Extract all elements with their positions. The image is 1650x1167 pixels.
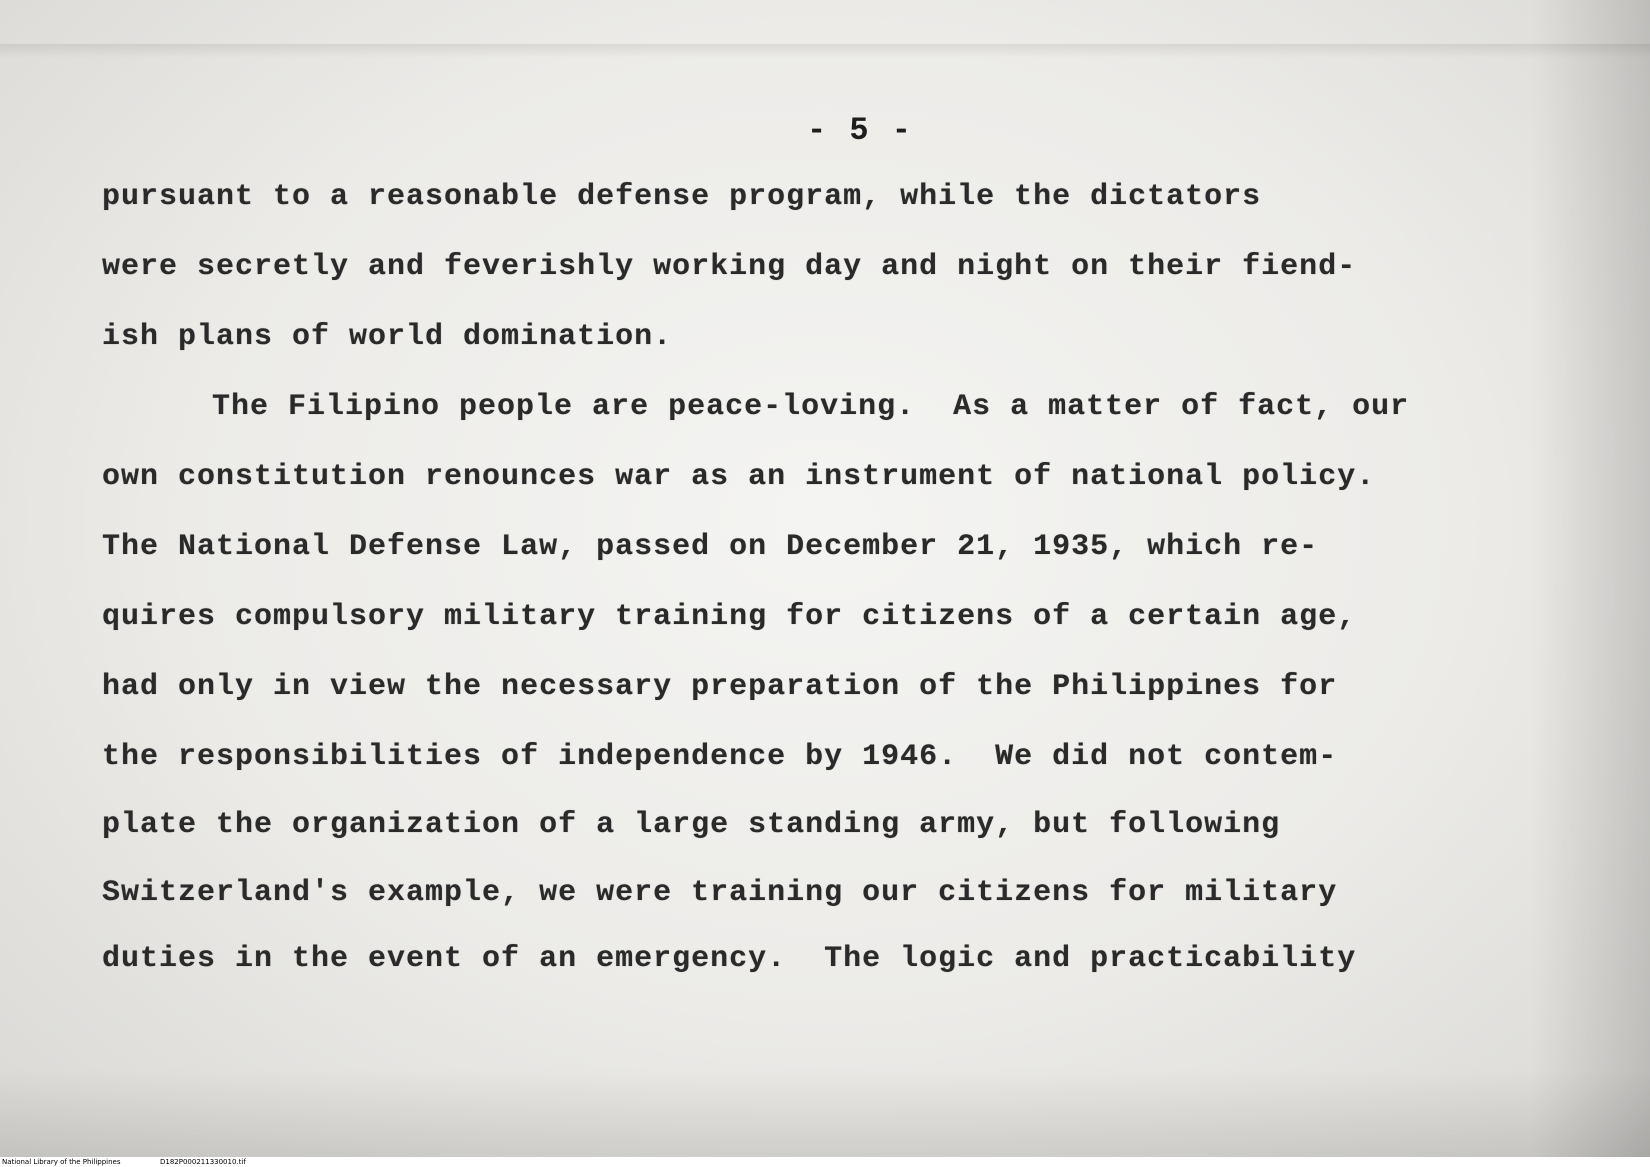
text-line: duties in the event of an emergency. The logic and practicability xyxy=(102,942,1357,976)
text-line: Switzerland's example, we were training our citizens for military xyxy=(102,876,1338,910)
text-line: The National Defense Law, passed on December 21, 1935, which re- xyxy=(102,530,1319,564)
text-line: own constitution renounces war as an instrument of national policy. xyxy=(102,460,1376,494)
page-fold-shadow xyxy=(0,44,1650,58)
institution-label: National Library of the Philippines xyxy=(2,1158,121,1166)
page-edge-shadow-right xyxy=(1530,0,1650,1158)
text-line: plate the organization of a large standing army, but following xyxy=(102,808,1281,842)
text-line: were secretly and feverishly working day and night on their fiend- xyxy=(102,250,1357,284)
page-edge-shadow-bottom xyxy=(0,1068,1650,1158)
text-line: the responsibilities of independence by 1946. We did not contem- xyxy=(102,740,1338,774)
page-number: - 5 - xyxy=(806,112,913,149)
text-line: ish plans of world domination. xyxy=(102,320,673,354)
scan-footer xyxy=(0,1157,1650,1167)
file-id-label: D182P000211330010.tif xyxy=(160,1158,246,1166)
text-line: quires compulsory military training for citizens of a certain age, xyxy=(102,600,1357,634)
paragraph-first-line: The Filipino people are peace-loving. As a matter of fact, our xyxy=(212,390,1410,424)
text-line: pursuant to a reasonable defense program, while the dictators xyxy=(102,180,1262,214)
text-line: had only in view the necessary preparation of the Philippines for xyxy=(102,670,1338,704)
